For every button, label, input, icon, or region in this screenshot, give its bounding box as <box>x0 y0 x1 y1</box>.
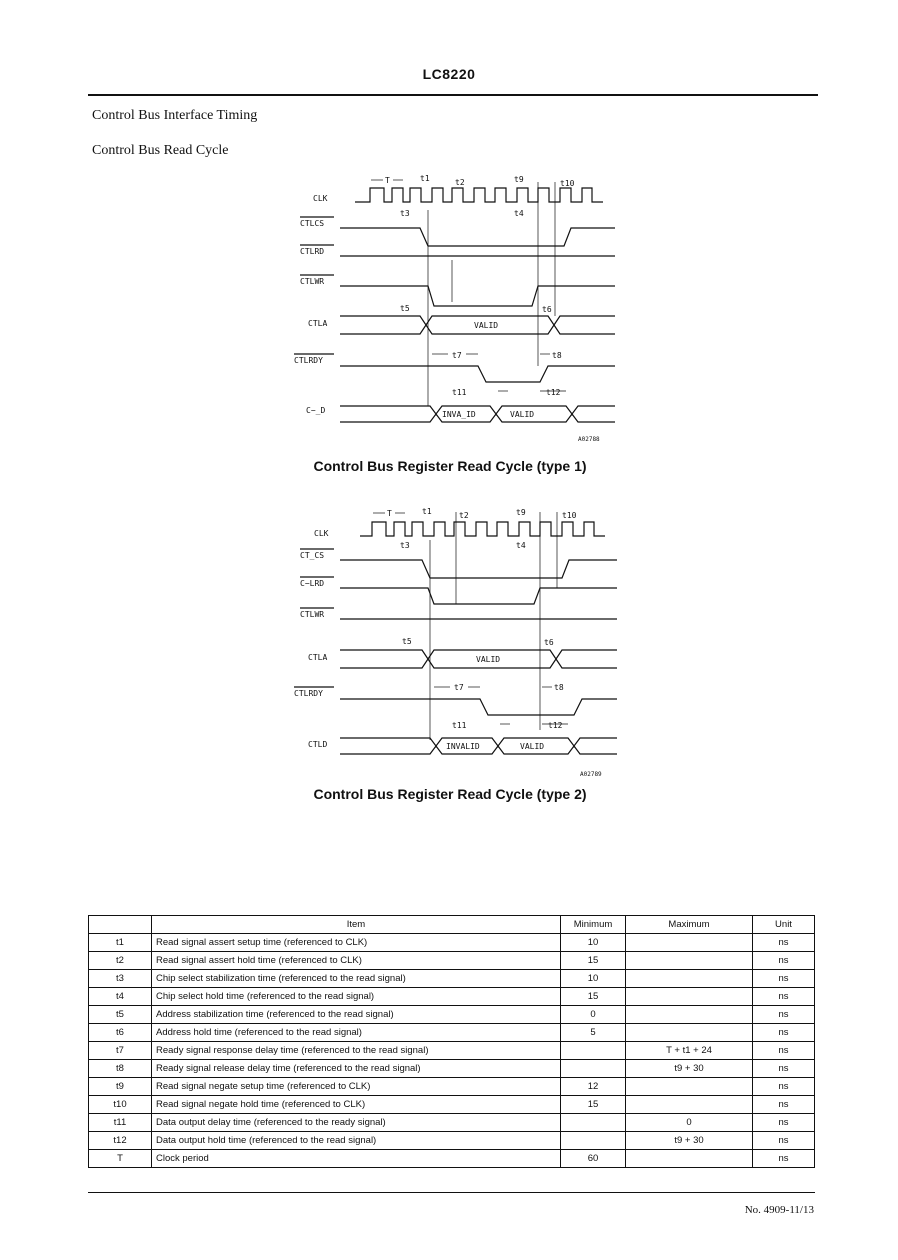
footer-rule <box>88 1192 815 1193</box>
header-symbol <box>89 916 152 934</box>
cell-maximum: t9 + 30 <box>626 1060 753 1078</box>
table-row <box>89 1114 815 1132</box>
data-bus <box>340 406 615 414</box>
rd-waveform <box>340 588 617 604</box>
timing-label-t7: t7 <box>454 683 464 692</box>
timing-label-t5: t5 <box>402 637 412 646</box>
timing-label-t12: t12 <box>546 388 561 397</box>
timing-spec-table <box>88 915 815 1168</box>
cell-unit: ns <box>753 934 815 952</box>
cell-unit: ns <box>753 1078 815 1096</box>
cell-item: Address hold time (referenced to the read signal) <box>152 1024 561 1042</box>
signal-label-wr: CTLWR <box>300 277 325 286</box>
timing-label-t7: t7 <box>452 351 462 360</box>
section-title: Control Bus Interface Timing <box>92 108 258 123</box>
cell-minimum: 12 <box>561 1078 626 1096</box>
addr-valid-label: VALID <box>476 655 501 664</box>
cell-maximum <box>626 1006 753 1024</box>
cell-minimum <box>561 1060 626 1078</box>
figure-id: A02788 <box>578 436 600 443</box>
cell-unit: ns <box>753 952 815 970</box>
cell-maximum <box>626 988 753 1006</box>
cell-item: Read signal assert setup time (referenced to CLK) <box>152 934 561 952</box>
table-row <box>89 1096 815 1114</box>
header-unit: Unit <box>753 916 815 934</box>
cs-waveform <box>340 560 617 578</box>
cell-item: Data output delay time (referenced to the ready signal) <box>152 1114 561 1132</box>
timing-label-t11: t11 <box>452 721 467 730</box>
header-item: Item <box>152 916 561 934</box>
cell-symbol: t12 <box>89 1132 152 1150</box>
cell-unit: ns <box>753 1060 815 1078</box>
cell-unit: ns <box>753 1132 815 1150</box>
cell-unit: ns <box>753 1096 815 1114</box>
cell-symbol: t1 <box>89 934 152 952</box>
diagram2-caption: Control Bus Register Read Cycle (type 2) <box>313 786 587 802</box>
cell-minimum: 15 <box>561 988 626 1006</box>
rdy-waveform <box>340 366 615 382</box>
signal-label-rdy: CTLRDY <box>294 689 323 698</box>
cell-item: Clock period <box>152 1150 561 1168</box>
timing-diagram-type2 <box>0 500 898 785</box>
cell-item: Chip select hold time (referenced to the read signal) <box>152 988 561 1006</box>
table-row <box>89 1042 815 1060</box>
timing-label-t1: t1 <box>422 507 432 516</box>
cell-maximum: t9 + 30 <box>626 1132 753 1150</box>
signal-label-clk: CLK <box>314 529 329 538</box>
cell-unit: ns <box>753 1114 815 1132</box>
cell-maximum <box>626 1150 753 1168</box>
cell-maximum: T + t1 + 24 <box>626 1042 753 1060</box>
cell-symbol: t7 <box>89 1042 152 1060</box>
section-subtitle: Control Bus Read Cycle <box>92 143 229 158</box>
cell-unit: ns <box>753 1006 815 1024</box>
cell-minimum <box>561 1114 626 1132</box>
signal-label-wr: CTLWR <box>300 610 325 619</box>
signal-label-a: CTLA <box>308 319 328 328</box>
cell-minimum: 60 <box>561 1150 626 1168</box>
table-row <box>89 1006 815 1024</box>
timing-label-t8: t8 <box>554 683 564 692</box>
header-maximum: Maximum <box>626 916 753 934</box>
cell-minimum: 10 <box>561 934 626 952</box>
cell-symbol: t8 <box>89 1060 152 1078</box>
timing-label-t8: t8 <box>552 351 562 360</box>
cell-symbol: t3 <box>89 970 152 988</box>
data-invalid-label: INVA_ID <box>442 410 476 419</box>
cell-maximum <box>626 952 753 970</box>
timing-label-t3: t3 <box>400 209 410 218</box>
table-row <box>89 970 815 988</box>
clk-waveform <box>355 188 603 202</box>
cell-maximum <box>626 1024 753 1042</box>
signal-label-cs: CT_CS <box>300 551 325 560</box>
cell-minimum <box>561 1042 626 1060</box>
cell-minimum: 5 <box>561 1024 626 1042</box>
timing-label-t2: t2 <box>455 178 465 187</box>
signal-label-cs: CTLCS <box>300 219 325 228</box>
data-bus <box>340 414 615 422</box>
data-valid-label: VALID <box>510 410 535 419</box>
timing-label-t2: t2 <box>459 511 469 520</box>
clk-waveform <box>360 522 605 536</box>
timing-label-t1: t1 <box>420 174 430 183</box>
figure-id: A02789 <box>580 771 602 778</box>
cell-minimum <box>561 1132 626 1150</box>
cell-symbol: T <box>89 1150 152 1168</box>
timing-label-t12: t12 <box>548 721 563 730</box>
cell-maximum <box>626 1096 753 1114</box>
wr-waveform <box>340 286 615 306</box>
signal-label-rd: CTLRD <box>300 247 325 256</box>
cell-minimum: 15 <box>561 952 626 970</box>
timing-label-t9: t9 <box>514 175 524 184</box>
cell-unit: ns <box>753 1042 815 1060</box>
cell-item: Read signal negate setup time (referenced to CLK) <box>152 1078 561 1096</box>
data-valid-label: VALID <box>520 742 545 751</box>
table-header-row <box>89 916 815 934</box>
cell-unit: ns <box>753 970 815 988</box>
cell-symbol: t4 <box>89 988 152 1006</box>
timing-label-t9: t9 <box>516 508 526 517</box>
table-row <box>89 1060 815 1078</box>
cell-item: Data output hold time (referenced to the read signal) <box>152 1132 561 1150</box>
diagram1-caption: Control Bus Register Read Cycle (type 1) <box>313 458 587 474</box>
cell-item: Address stabilization time (referenced to the read signal) <box>152 1006 561 1024</box>
signal-label-clk: CLK <box>313 194 328 203</box>
timing-label-T: T <box>385 176 390 185</box>
timing-label-t10: t10 <box>562 511 577 520</box>
cell-maximum <box>626 970 753 988</box>
cell-minimum: 0 <box>561 1006 626 1024</box>
page-reference: No. 4909-11/13 <box>744 1204 814 1216</box>
timing-label-T: T <box>387 509 392 518</box>
cell-item: Read signal negate hold time (referenced to CLK) <box>152 1096 561 1114</box>
cell-maximum <box>626 934 753 952</box>
cell-symbol: t2 <box>89 952 152 970</box>
signal-label-d: C−_D <box>306 406 326 415</box>
cell-maximum <box>626 1078 753 1096</box>
cell-symbol: t11 <box>89 1114 152 1132</box>
signal-label-d: CTLD <box>308 740 328 749</box>
timing-label-t3: t3 <box>400 541 410 550</box>
addr-valid-label: VALID <box>474 321 499 330</box>
cell-unit: ns <box>753 988 815 1006</box>
cell-item: Read signal assert hold time (referenced to CLK) <box>152 952 561 970</box>
cs-waveform <box>340 228 615 246</box>
signal-label-rd: C−LRD <box>300 579 325 588</box>
signal-label-a: CTLA <box>308 653 328 662</box>
header-minimum: Minimum <box>561 916 626 934</box>
cell-unit: ns <box>753 1150 815 1168</box>
table-row <box>89 1132 815 1150</box>
cell-minimum: 15 <box>561 1096 626 1114</box>
cell-minimum: 10 <box>561 970 626 988</box>
table-row <box>89 1024 815 1042</box>
rdy-waveform <box>340 699 617 715</box>
timing-label-t6: t6 <box>542 305 552 314</box>
timing-label-t4: t4 <box>516 541 526 550</box>
table-row <box>89 952 815 970</box>
timing-label-t6: t6 <box>544 638 554 647</box>
timing-label-t11: t11 <box>452 388 467 397</box>
part-number: LC8220 <box>422 66 476 82</box>
signal-label-rdy: CTLRDY <box>294 356 323 365</box>
cell-unit: ns <box>753 1024 815 1042</box>
cell-symbol: t6 <box>89 1024 152 1042</box>
timing-label-t4: t4 <box>514 209 524 218</box>
timing-diagram-type1 <box>0 170 898 450</box>
cell-symbol: t9 <box>89 1078 152 1096</box>
table-row <box>89 1078 815 1096</box>
table-row <box>89 1150 815 1168</box>
timing-label-t10: t10 <box>560 179 575 188</box>
cell-item: Chip select stabilization time (referenced to the read signal) <box>152 970 561 988</box>
table-row <box>89 988 815 1006</box>
cell-item: Ready signal release delay time (referenced to the read signal) <box>152 1060 561 1078</box>
cell-maximum: 0 <box>626 1114 753 1132</box>
table-row <box>89 934 815 952</box>
data-invalid-label: INVALID <box>446 742 480 751</box>
cell-symbol: t10 <box>89 1096 152 1114</box>
timing-label-t5: t5 <box>400 304 410 313</box>
cell-item: Ready signal response delay time (referenced to the read signal) <box>152 1042 561 1060</box>
cell-symbol: t5 <box>89 1006 152 1024</box>
header-rule <box>88 94 818 96</box>
